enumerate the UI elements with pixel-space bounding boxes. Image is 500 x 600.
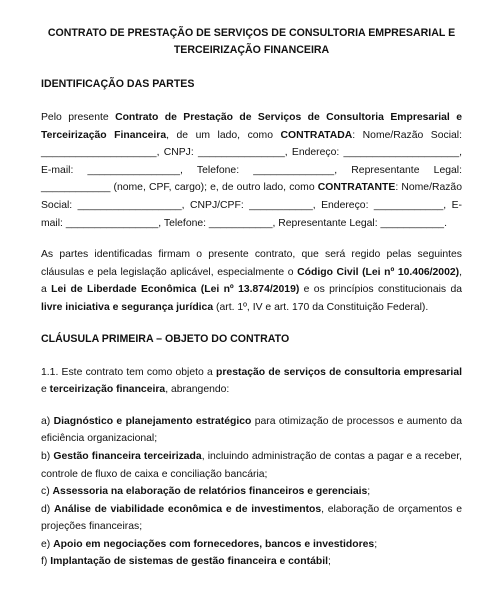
section-heading-parties: IDENTIFICAÇÃO DAS PARTES	[41, 78, 195, 90]
item-text: , incluindo administração de contas a pagar e a receber, controle de fluxo de caixa e conciliação bancária;	[41, 450, 462, 480]
item-prefix: c)	[41, 486, 53, 498]
list-item	[41, 448, 462, 483]
item-text: ;	[367, 486, 371, 498]
item-text: ;	[374, 538, 378, 550]
service-list	[41, 413, 462, 571]
item-text: para otimização de processos e aumento da eficiência organizacional;	[41, 415, 462, 445]
bold-run: CONTRATADA	[280, 129, 353, 141]
bold-run: terceirização financeira	[49, 384, 166, 396]
item-prefix: b)	[41, 450, 54, 462]
clause-1-1-paragraph	[41, 364, 462, 399]
text-run: e	[41, 384, 50, 396]
title-line-1: CONTRATO DE PRESTAÇÃO DE SERVIÇOS DE CONSULTORIA EMPRESARIAL E	[47, 27, 456, 39]
text-run: : Nome/Razão Social: __________________, CNPJ/CPF: ___________, Endereço: ____________, E-mail: ________________, Telefone: ___________, Representante Legal: ___________.	[41, 182, 462, 229]
item-bold: Análise de viabilidade econômica e de investimentos	[53, 503, 322, 515]
item-prefix: a)	[41, 415, 54, 427]
bold-run: livre iniciativa e segurança jurídica	[41, 301, 214, 313]
item-text: , elaboração de orçamentos e projeções financeiras;	[41, 503, 462, 533]
bold-run: Código Civil (Lei nº 10.406/2002)	[297, 266, 460, 278]
document-title	[41, 25, 462, 59]
text-run: , de um lado, como	[166, 129, 281, 141]
bold-run: Lei de Liberdade Econômica (Lei nº 13.874/2019)	[51, 284, 300, 296]
list-item	[41, 553, 462, 571]
item-bold: Apoio em negociações com fornecedores, bancos e investidores	[53, 538, 375, 550]
item-text: ;	[328, 556, 331, 568]
parties-paragraph	[41, 109, 462, 232]
text-run: Pelo presente	[41, 112, 116, 123]
list-item	[41, 501, 462, 536]
item-prefix: e)	[41, 538, 54, 550]
list-item	[41, 413, 462, 448]
item-prefix: f)	[41, 556, 51, 568]
text-run: (art. 1º, IV e art. 170 da Constituição Federal).	[213, 301, 429, 313]
text-run: As partes identificadas firmam o presente contrato, que será regido pelas seguintes cláusulas e pela legislação aplicável, especialmente o	[41, 249, 462, 278]
text-run: 1.1. Este contrato tem como objeto a	[41, 366, 217, 378]
item-bold: Diagnóstico e planejamento estratégico	[53, 415, 252, 427]
list-item	[41, 536, 462, 554]
bold-run: Contrato de Prestação de Serviços de Consultoria Empresarial e Terceirização Financeira	[41, 112, 462, 141]
text-run: : Nome/Razão Social: ____________________, CNPJ: _______________, Endereço: ____________________, E-mail: ________________, Telefone: ______________, Representante Legal: ____________ (nome, CPF, cargo); e, de outro lado, como	[41, 129, 462, 194]
item-bold: Assessoria na elaboração de relatórios financeiros e gerenciais	[52, 486, 368, 498]
title-line-2: TERCEIRIZAÇÃO FINANCEIRA	[173, 44, 330, 56]
item-bold: Implantação de sistemas de gestão financeira e contábil	[50, 556, 328, 568]
text-run: e os princípios constitucionais da	[299, 284, 463, 296]
bold-run: prestação de serviços de consultoria empresarial	[216, 366, 462, 378]
bold-run: CONTRATANTE	[317, 182, 396, 194]
text-run: , a	[41, 266, 462, 296]
item-bold: Gestão financeira terceirizada	[53, 450, 202, 462]
section-heading-clause-1: CLÁUSULA PRIMEIRA – OBJETO DO CONTRATO	[41, 332, 290, 345]
item-prefix: d)	[41, 503, 54, 515]
text-run: , abrangendo:	[165, 384, 230, 396]
legal-basis-paragraph	[41, 246, 462, 316]
list-item	[41, 483, 462, 501]
